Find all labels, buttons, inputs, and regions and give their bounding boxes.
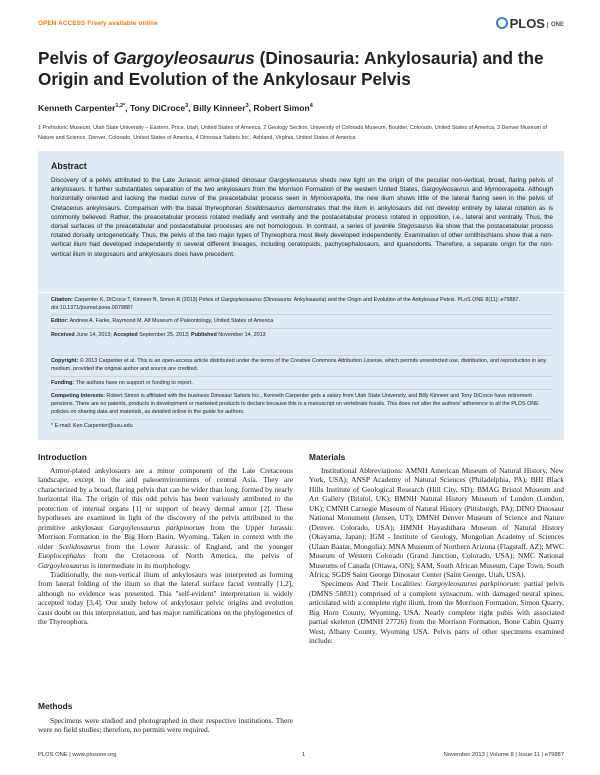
meta-divider (51, 328, 553, 329)
abstract-divider (38, 292, 564, 293)
author-name: Tony DiCroce (129, 103, 186, 113)
intro-paragraph (38, 466, 293, 570)
plos-logo-icon (496, 17, 508, 29)
intro-run: Armor-plated ankylosaurs are a minor component of the Late Cretaceous landscape, except in the arid paleoenvironments of central Asia. They are characterized by a broad, flaring pelvis that can be wider than long, formed by nearly horizontal ilia. The origin of this odd pelvis has been variously attributed to the protection of internal organs [1] or support of heavy dermal armor [2]. These hypotheses are examined in light of the discovery of the pelvis attributed to the primitive ankylosaur (38, 466, 293, 532)
abstract-run: , the new ilium shows little of the lateral flaring seen in the pelvis of Cretaceous ankylosaurs. Comparison with the basal thyreophoran (51, 195, 553, 212)
methods-heading: Methods (38, 701, 73, 711)
author-affiliation-marker: 3 (185, 103, 189, 110)
dates: Received June 14, 2013; Accepted September 25, 2013; Published November 14, 2013 (51, 332, 266, 338)
plos-logo-sub: ONE (547, 22, 564, 28)
abstract-italic-run: Scelidosaurus (245, 204, 285, 212)
author-affiliation-marker: 4 (309, 103, 313, 110)
abstract-box (38, 151, 564, 440)
journal-header (38, 18, 564, 34)
intro-italic-run: Scelidosaurus (58, 541, 101, 551)
intro-run: from the Upper Jurassic Morrison Formation in the Big Horn Basin, Wyoming. Taken in context with the older (38, 522, 294, 551)
introduction-body (38, 466, 293, 627)
corresponding-email[interactable]: * E-mail: Ken.Carpenter@usu.edu (51, 423, 133, 429)
open-access-text: OPEN ACCESS Freely available online (38, 20, 158, 27)
footer-issue: November 2013 | Volume 8 | Issue 11 | e79887 (443, 752, 564, 758)
abstract-heading: Abstract (51, 161, 87, 171)
editor: Editor: Andrew A. Farke, Raymond M. Alf Museum of Paleontology, United States of America (51, 318, 274, 324)
plos-logo-text: PLOS (509, 16, 545, 31)
abstract-run: Discovery of a pelvis attributed to the Late Jurassic armor-plated dinosaur (51, 177, 270, 184)
materials-paragraph: Institutional Abbreviations: AMNH American Museum of Natural History, New York, USA); ANSP Academy of Natural Sciences (Philadelphia, PA); BHI Black Hills Institute of Geological Research (Hill City, SD); BMAG Bristol Museum and Art Gallery (Bristol, UK); BMNH Natural History Museum of London (London, UK); CMNH Carnegie Museum of Natural History (Pittsburgh, PA); DINO Dinosaur National Monument (Jensen, UT); DMNH Denver Museum of Science and Nature (Denver, Colorado, USA); HMNH Hayashibara Museum of Natural History (Okayama, Japan); IGM - Institute of Geology, Mongolian Academy of Sciences (Ulaan Baatar, Mongolia). MNA Museum of Northern Arizona (Flagstaff, AZ); MWC Museum of Western Colorado (Grand Junction, Colorado, USA); NMC National Museums of Canada (Ottawa, ON); SAM, South African Museum, Cape Town, South Africa; SGDS Saint George Dinosaur Center (Saint George, Utah, USA). (309, 466, 564, 579)
intro-run: from the Cretaceous of North America, the pelvis of (85, 551, 293, 561)
author-name: Kenneth Carpenter (38, 103, 116, 113)
competing-interests: Competing Interests: Robert Simon is affiliated with the business Dinosaur Safaris Inc., Kenneth Carpenter gets a salary from Utah State University, and Billy Kinneer and Tony DiCroce have retirement pensions. There are no patents, products in development or marketed products to declare because this is a manuscript on vertebrate fossils. This does not alter the authors' adherence to all the PLOS ONE policies on sharing data and materials, as detailed online in the guide for authors. (51, 393, 539, 416)
affiliations: 1 Prehistoric Museum, Utah State University – Eastern, Price, Utah, United States of America, 2 Geology Section, University of Colorado Museum, Boulder, Colorado, United States of America, 3 Denver Museum of Nature and Science, Denver, Colorado, United States of America, 4 Dinosaur Safaris Inc., Ashland, Virginia, United States of America (38, 125, 548, 141)
introduction-heading: Introduction (38, 452, 87, 462)
abstract-italic-run: Stegosaurus (397, 223, 433, 231)
abstract-italic-run: Gargoyleosaurus (269, 177, 317, 184)
article-title: Pelvis of Gargoyleosaurus (Dinosauria: Ankylosauria) and the Origin and Evolution of the Ankylosaur Pelvis (38, 48, 544, 89)
intro-italic-run: Euoplocephalus (38, 551, 86, 561)
intro-italic-run: Gargoyleosaurus (38, 560, 90, 570)
author-list: Kenneth Carpenter$^{1,2*}$, Tony DiCroce$^3$, Billy Kinneer$^3$, Robert Simon$^4$ (38, 103, 313, 113)
open-access-label (38, 20, 158, 27)
methods-body (38, 716, 293, 735)
abstract-italic-run: Gargoyleosaurus (421, 186, 470, 194)
abstract-text (51, 176, 553, 259)
methods-paragraph: Specimens were studied and photographed in their respective institutions. There were no field studies; therefore, no permits were required. (38, 716, 293, 735)
abstract-run: ilia show that the postacetabular process rotated dorsally ontogenetically. Thus, the pelvis of the two major types of Thyreophora most likely developed independently. Examination of other ornithischians show that a non-vertical ilium had developed independently in several different lineages, including ceratopsids, pachycephalosaurs, and iguanodonts. Therefore, a separate origin for the non-vertical ilium in stegosaurs and ankylosaurs does have precedent. (51, 223, 553, 258)
materials-heading: Materials (309, 452, 346, 462)
materials-run: Specimens And Their Localities: (321, 579, 426, 589)
footer-journal-url[interactable]: PLOS ONE | www.plosone.org (38, 752, 117, 758)
intro-paragraph: Traditionally, the non-vertical ilium of ankylosaurs was interpreted as forming from lateral folding of the ilium so that the lateral surface faced ventrally [1,2], although no evidence was presented. This "self-evident" interpretation is widely accepted today [3,4]. Our study below of ankylosaur pelvic origins and evolution casts doubt on this interpretation, and has major ramifications on the phylogenetics of the Thyreophora. (38, 569, 293, 627)
meta-divider (51, 314, 553, 315)
author-name: Billy Kinneer (193, 103, 246, 113)
abstract-italic-run: Mymoorapelta (484, 186, 525, 194)
materials-paragraph (309, 579, 564, 645)
abstract-italic-run: Mymoorapelta (310, 195, 351, 203)
materials-run: : partial pelvis (DMNS 58831) comprised of a complete synsacrum, with damaged neural spines, articulated with a complete right ilium, from the Morrison Formation, Simon Quarry, Big Horn County, Wyoming, USA. Nearly complete right pubis with associated partial skeleton (DMNH 27726) from the Morrison Formation, Bone Cabin Quarry West, Albany County, Wyoming USA. Pelvis parts of other specimens examined include: (309, 579, 565, 646)
funding: Funding: The authors have no support or funding to report. (51, 380, 193, 386)
page-number: 1 (302, 752, 306, 758)
intro-run: from the Lower Jurassic of England, and the younger (100, 541, 293, 551)
intro-run: is intermediate in its morphology. (89, 560, 191, 570)
citation: Citation: Carpenter K, DiCroce T, Kinneer B, Simon R (2013) Pelvis of Gargoyleosaurus (Dinosauria: Ankylosauria) and the Origin and Evolution of the Ankylosaur Pelvis. PLoS ONE 8(11): e79887. doi:10.1371/journal.pone.0079887 (51, 297, 521, 312)
materials-italic-run: Gargoyleosaurus parkpinorum (425, 579, 519, 589)
abstract-run: sheds new light on the origin of the peculiar non-vertical, broad, flaring pelvis of ankylosaurs. It further substantiates separation of the two ankylosaurs from the Morrison Formation of the western United States, (51, 177, 553, 194)
author-affiliation-marker: 1,2* (115, 103, 126, 110)
abstract-run: demonstrates that the ilium in ankylosaurs did not develop entirely by lateral rotation as is commonly believed. Rather, the preacetabular process rotated medially and ventrally and the postacetabular process rotated in opposition, i.e., lateral and ventrally. Thus, the dorsal surfaces of the preacetabular and postacetabular processes are not homologous. In contrast, a series of juvenile (51, 204, 554, 231)
abstract-run: and (469, 186, 485, 194)
materials-body (309, 466, 564, 646)
author-affiliation-marker: 3 (245, 103, 249, 110)
copyright: Copyright: © 2013 Carpenter et al. This is an open-access article distributed under the terms of the Creative Commons Attribution License, which permits unrestricted use, distribution, and reproduction in any medium, provided the original author and source are credited. (51, 358, 547, 373)
plos-one-logo (496, 16, 564, 31)
intro-italic-run: Gargoyleosaurus parkpinorum (109, 522, 205, 532)
author-name: Robert Simon (253, 103, 310, 113)
abstract-run: . Although horizontally oriented and lacking the medial curve of the preacetabular process seen in (51, 186, 554, 203)
